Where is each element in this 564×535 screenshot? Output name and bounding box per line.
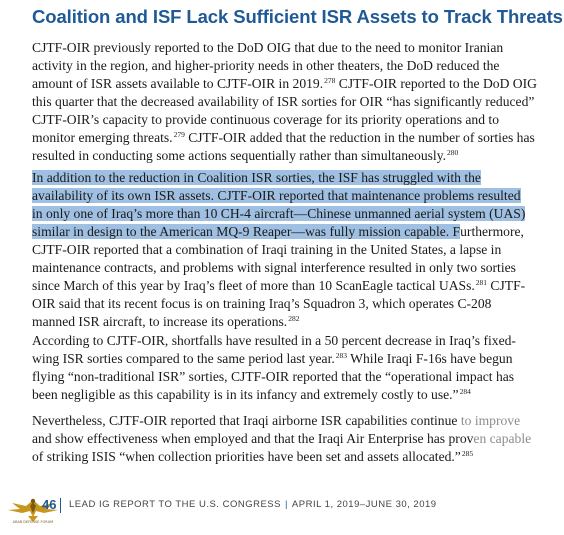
- footnote-ref[interactable]: 281: [475, 278, 488, 287]
- text-run: While Iraqi F-16s have begun: [347, 351, 513, 366]
- text-line: [32, 350, 548, 368]
- paragraph-1: [32, 39, 548, 165]
- selected-text: availability of its own ISR assets. CJTF-OIR reported that maintenance problems resulted: [32, 188, 521, 203]
- footnote-ref[interactable]: 282: [288, 314, 300, 323]
- text-line: [32, 111, 548, 129]
- text-run: flying “non-traditional ISR” sorties, CJTF-OIR reported that the “operational impact has: [32, 369, 515, 384]
- text-run: this quarter that the decreased availability of ISR sorties for OIR “has significantly reduced”: [32, 94, 535, 109]
- selected-text: In addition to the reduction in Coalition ISR sorties, the ISF has struggled with the: [32, 170, 481, 185]
- footnote-ref[interactable]: 279: [173, 130, 185, 139]
- text-run: been negligible as this capability is in its infancy and extremely costly to use.”: [32, 387, 459, 402]
- text-run: CJTF-OIR reported to the DoD OIG: [335, 76, 537, 91]
- text-line: [32, 241, 548, 259]
- paragraph-3: [32, 332, 548, 404]
- page-footer: [0, 494, 564, 535]
- footnote-ref[interactable]: 280: [447, 148, 459, 157]
- text-line: [32, 448, 548, 466]
- text-run: en capable: [473, 431, 532, 446]
- section-heading: Coalition and ISF Lack Sufficient ISR Assets to Track Threats: [32, 6, 563, 27]
- footnote-ref[interactable]: 283: [335, 351, 348, 360]
- text-run: CJTF-: [487, 278, 526, 293]
- text-line: [32, 169, 548, 187]
- text-run: CJTF-OIR’s capacity to provide continuous coverage for its priority operations and to: [32, 112, 499, 127]
- text-line: [32, 259, 548, 277]
- text-line: [32, 205, 548, 223]
- report-period: APRIL 1, 2019–JUNE 30, 2019: [291, 499, 437, 510]
- footnote-ref[interactable]: 284: [459, 387, 471, 396]
- footnote-ref[interactable]: 285: [461, 449, 474, 458]
- text-run: monitor emerging threats.: [32, 130, 173, 145]
- text-line: [32, 57, 548, 75]
- text-run: OIR said that its recent focus is on training Iraq’s Squadron 3, which operates C-208: [32, 296, 492, 311]
- logo-caption: ARAB DEFENSE FORUM: [12, 520, 54, 524]
- selected-text: similar in design to the American MQ-9 Reaper—was fully mission capable. F: [32, 224, 461, 239]
- paragraph-2: [32, 169, 548, 331]
- text-line: [32, 39, 548, 57]
- text-run: to improve: [460, 413, 521, 428]
- text-run: urthermore,: [460, 224, 524, 239]
- text-line: [32, 93, 548, 111]
- selected-text: in only one of Iraq’s more than 10 CH-4 aircraft—Chinese unmanned aerial system (UAS): [32, 206, 526, 221]
- text-run: and show effectiveness when employed and that the Iraqi Air Enterprise has prov: [32, 431, 474, 446]
- text-run: CJTF-OIR reported that a combination of Iraqi training in the United States, a lapse in: [32, 242, 502, 257]
- paragraph-4: [32, 412, 548, 466]
- text-line: [32, 295, 548, 313]
- text-run: According to CJTF-OIR, shortfalls have resulted in a 50 percent decrease in Iraq’s fixed-: [32, 333, 516, 348]
- text-run: Nevertheless, CJTF-OIR reported that Iraqi airborne ISR capabilities continue: [32, 413, 461, 428]
- text-run: maintenance contracts, and problems with signal interference resulted in only two sorties: [32, 260, 516, 275]
- text-run: since March of this year by Iraq’s fleet of more than 10 ScanEagle tactical UASs.: [32, 278, 475, 293]
- text-run: manned ISR aircraft, to increase its operations.: [32, 314, 288, 329]
- text-line: [32, 129, 548, 147]
- footer-separator: |: [284, 499, 288, 510]
- text-line: [32, 277, 548, 295]
- report-name: LEAD IG REPORT TO THE U.S. CONGRESS: [69, 499, 281, 510]
- text-line: [32, 412, 548, 430]
- text-run: amount of ISR assets available to CJTF-OIR in 2019.: [32, 76, 324, 91]
- text-run: CJTF-OIR previously reported to the DoD OIG that due to the need to monitor Iranian: [32, 40, 504, 55]
- text-line: [32, 313, 548, 331]
- text-line: [32, 332, 548, 350]
- text-line: [32, 223, 548, 241]
- text-line: [32, 386, 548, 404]
- footer-divider: [60, 498, 61, 513]
- text-run: activity in the region, and higher-priority needs in other theaters, the DoD reduced the: [32, 58, 500, 73]
- page-number: 46: [42, 497, 57, 512]
- report-title: [69, 499, 437, 510]
- text-line: [32, 368, 548, 386]
- text-line: [32, 147, 548, 165]
- text-run: wing ISR sorties compared to the same period last year.: [32, 351, 335, 366]
- text-line: [32, 187, 548, 205]
- text-line: [32, 75, 548, 93]
- text-run: of striking ISIS “when collection priorities have been set and assets allocated.”: [32, 449, 461, 464]
- text-run: resulted in conducting some actions sequentially rather than simultaneously.: [32, 148, 447, 163]
- text-run: CJTF-OIR added that the reduction in the number of sorties has: [184, 130, 535, 145]
- text-line: [32, 430, 548, 448]
- footnote-ref[interactable]: 278: [324, 76, 336, 85]
